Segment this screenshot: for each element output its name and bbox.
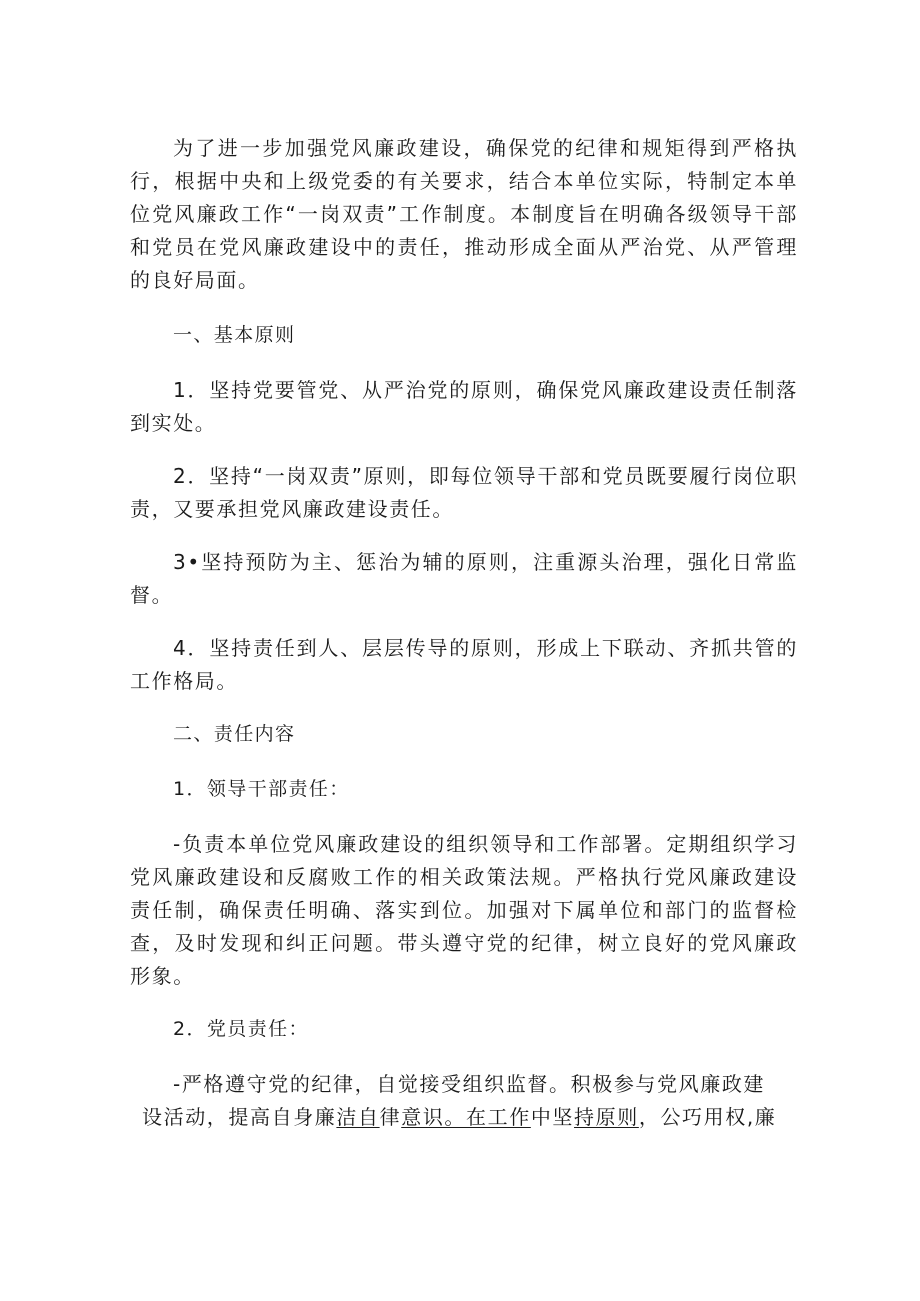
member-text-line xyxy=(130,1101,798,1134)
text-segment: 中坚 xyxy=(530,1105,575,1129)
principle-item: 3•坚持预防为主、惩治为辅的原则，注重源头治理，强化日常监督。 xyxy=(130,550,798,607)
document-body xyxy=(130,132,798,1134)
intro-paragraph: 为了进一步加强党风廉政建设，确保党的纪律和规矩得到严格执行，根据中央和上级党委的有关要求，结合本单位实际，特制定本单位党风廉政工作“一岗双责”工作制度。本制度旨在明确各级领导干部和党员在党风廉政建设中的责任，推动形成全面从严治党、从严管理的良好局面。 xyxy=(130,136,798,292)
leader-responsibility-text: -负责本单位党风廉政建设的组织领导和工作部署。定期组织学习党风廉政建设和反腐败工作的相关政策法规。严格执行党风廉政建设责任制，确保责任明确、落实到位。加强对下属单位和部门的监督检查，及时发现和纠正问题。带头遵守党的纪律，树立良好的党风廉政形象。 xyxy=(130,832,798,988)
principle-item: 2．坚持“一岗双责”原则，即每位领导干部和党员既要履行岗位职责，又要承担党风廉政建设责任。 xyxy=(130,464,798,521)
text-segment: 设活动，提高自身廉 xyxy=(142,1105,337,1129)
subheading-member-responsibility: 2．党员责任： xyxy=(173,1018,309,1040)
section-heading-principles: 一、基本原则 xyxy=(173,324,296,346)
subheading-leader-responsibility: 1．领导干部责任： xyxy=(173,778,350,800)
text-segment: ，公巧用权,廉 xyxy=(638,1105,777,1129)
underlined-segment: 持原则 xyxy=(574,1105,639,1129)
underlined-segment: 洁自 xyxy=(336,1105,380,1129)
section-heading-responsibilities: 二、责任内容 xyxy=(173,723,296,745)
member-responsibility-text xyxy=(130,1068,798,1134)
principle-item: 4．坚持责任到人、层层传导的原则，形成上下联动、齐抓共管的工作格局。 xyxy=(130,636,798,693)
member-text-line: -严格遵守党的纪律，自觉接受组织监督。积极参与党风廉政建 xyxy=(173,1072,766,1096)
underlined-segment: 意识。在工作 xyxy=(401,1105,531,1129)
principle-item: 1．坚持党要管党、从严治党的原则，确保党风廉政建设责任制落到实处。 xyxy=(130,378,798,435)
text-segment: 律 xyxy=(379,1105,402,1129)
